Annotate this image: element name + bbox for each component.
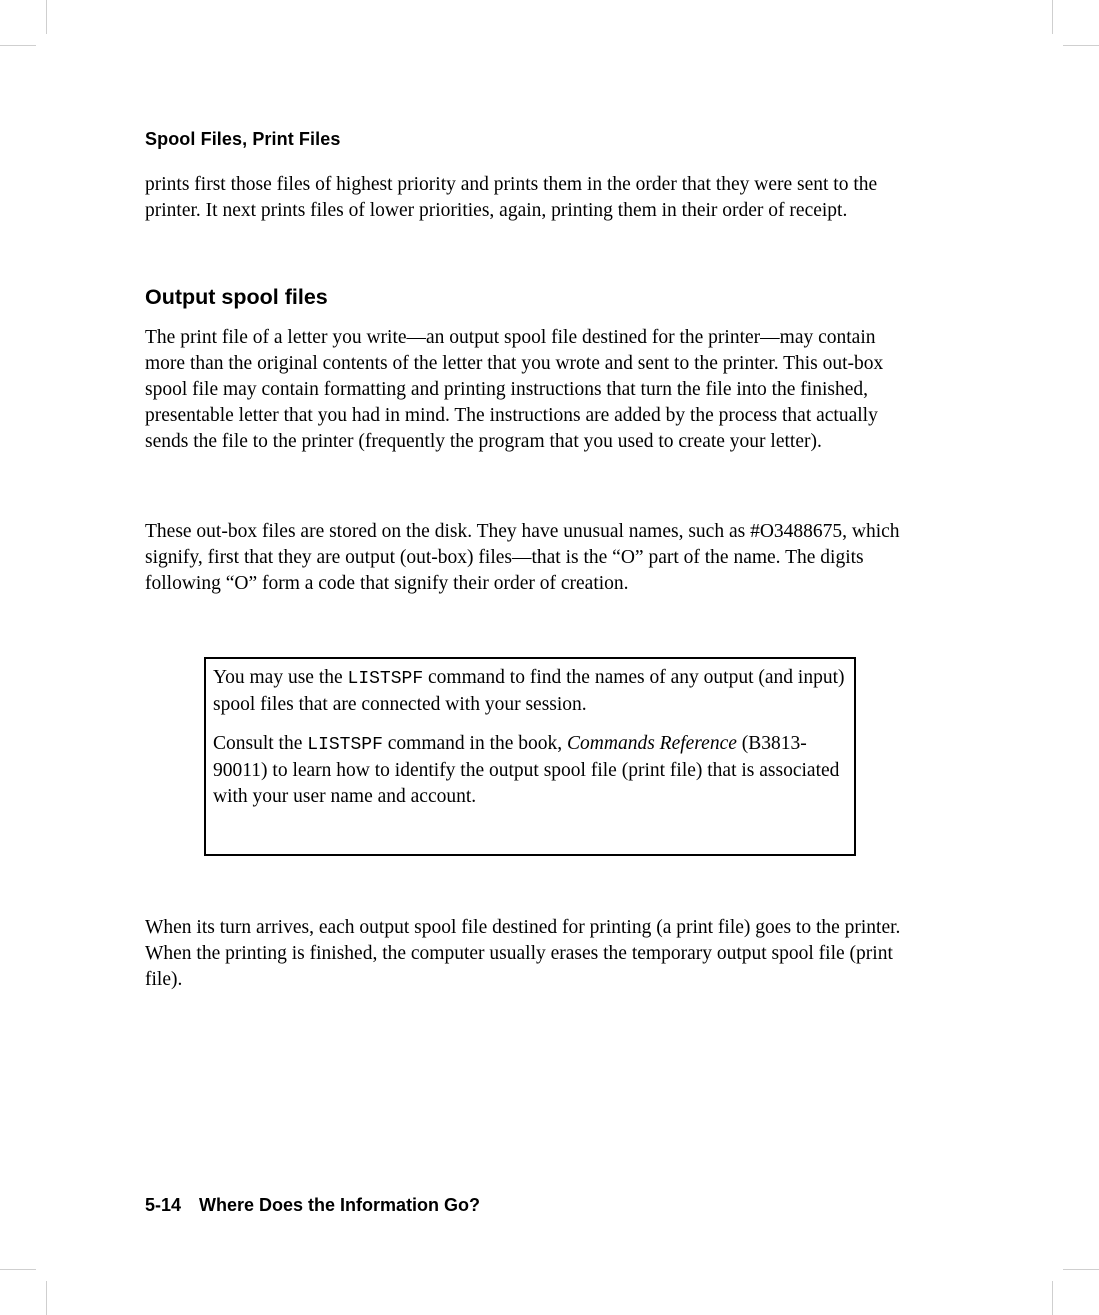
section-heading: Output spool files	[145, 285, 328, 309]
page-footer	[145, 1195, 480, 1216]
crop-mark	[0, 45, 36, 46]
crop-mark	[46, 1281, 47, 1315]
note-paragraph-consult	[213, 731, 847, 810]
note-text: command to find the names of any output (and input) spool files that are connected with your session.	[213, 667, 845, 715]
chapter-title: Where Does the Information Go?	[199, 1195, 481, 1215]
note-text: (B3813-90011) to learn how to identify the output spool file (print file) that is associated with your user name and account.	[213, 733, 840, 807]
command-name: LISTSPF	[307, 735, 383, 755]
command-name: LISTSPF	[347, 669, 424, 689]
crop-mark	[1063, 1269, 1099, 1270]
outbox-names-paragraph: These out-box files are stored on the disk. They have unusual names, such as #O3488675, which signify, first that they are output (out-box) files—that is the “O” part of the name. The digits following “O” form a code that signify their order of creation.	[145, 521, 900, 594]
crop-mark	[1052, 1281, 1053, 1315]
crop-mark	[1052, 0, 1053, 34]
main-content	[145, 172, 915, 594]
crop-mark	[46, 0, 47, 34]
note-text: You may use the	[213, 667, 348, 688]
note-text: command in the book,	[382, 733, 568, 754]
note-paragraph-listspf	[213, 665, 847, 718]
note-box	[204, 657, 856, 856]
crop-mark	[0, 1269, 36, 1270]
intro-paragraph: prints first those files of highest priority and prints them in the order that they were sent to the printer. It next prints files of lower priorities, again, printing them in their order of receipt.	[145, 174, 878, 221]
running-header: Spool Files, Print Files	[145, 129, 341, 149]
printing-paragraph: When its turn arrives, each output spool file destined for printing (a print file) goes to the printer. When the printing is finished, the computer usually erases the temporary output spool file (print file).	[145, 917, 901, 990]
crop-mark	[1063, 45, 1099, 46]
book-title: Commands Reference	[567, 733, 737, 754]
page-number: 5-14	[145, 1195, 182, 1215]
output-spool-paragraph: The print file of a letter you write—an output spool file destined for the printer—may contain more than the original contents of the letter that you wrote and sent to the printer. This out-box spool file may contain formatting and printing instructions that turn the file into the finished, presentable letter that you had in mind. The instructions are added by the process that actually sends the file to the printer (frequently the program that you used to create your letter).	[145, 327, 884, 452]
note-text: Consult the	[213, 733, 308, 754]
